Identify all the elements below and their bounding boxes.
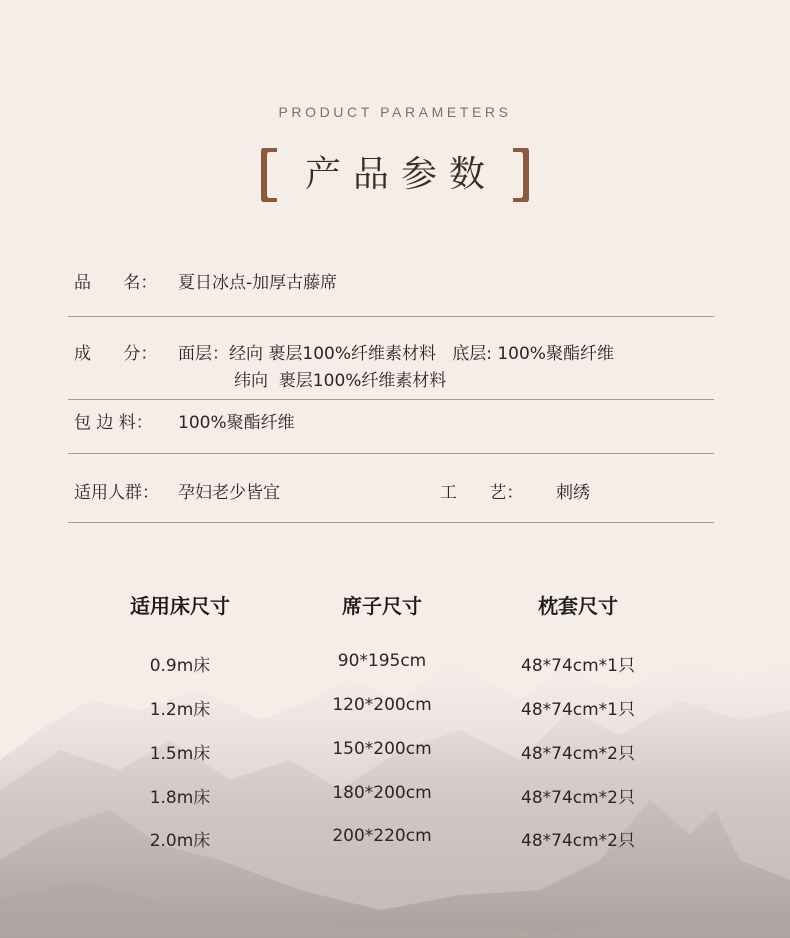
column-header: 席子尺寸 — [342, 594, 422, 618]
section-subtitle: PRODUCT PARAMETERS — [278, 104, 512, 120]
table-cell: 120*200cm — [332, 695, 432, 715]
table-cell: 48*74cm*2只 — [521, 744, 635, 764]
left-bracket-icon — [259, 146, 279, 204]
param-label: 适用人群： — [74, 483, 159, 503]
section-title — [0, 146, 790, 204]
table-cell: 48*74cm*2只 — [521, 788, 635, 808]
param-value: 纬向 裹层100%纤维素材料 — [234, 371, 447, 391]
divider — [68, 453, 714, 454]
divider — [68, 522, 714, 523]
param-label: 成 分： — [74, 344, 158, 364]
param-value: 夏日冰点-加厚古藤席 — [178, 273, 338, 293]
table-cell: 48*74cm*1只 — [521, 656, 635, 676]
table-cell: 0.9m床 — [149, 656, 211, 676]
param-label: 品 名： — [74, 273, 158, 293]
page-title: 产品参数 — [304, 154, 497, 195]
param-value-craft: 刺绣 — [556, 483, 590, 503]
table-cell: 2.0m床 — [149, 831, 211, 851]
table-cell: 1.8m床 — [149, 788, 211, 808]
divider — [68, 316, 714, 317]
table-cell: 150*200cm — [332, 739, 432, 759]
divider — [68, 399, 714, 400]
param-label-craft: 工 艺： — [440, 483, 524, 503]
column-header: 枕套尺寸 — [538, 594, 618, 618]
table-cell: 90*195cm — [337, 651, 427, 671]
table-cell: 180*200cm — [332, 783, 432, 803]
right-bracket-icon — [511, 146, 531, 204]
table-cell: 200*220cm — [332, 826, 432, 846]
table-cell: 48*74cm*2只 — [521, 831, 635, 851]
column-header: 适用床尺寸 — [130, 594, 230, 618]
param-label: 包 边 料： — [74, 413, 153, 433]
param-value: 面层：经向 裹层100%纤维素材料 底层: 100%聚酯纤维 — [178, 344, 614, 364]
table-cell: 1.5m床 — [149, 744, 211, 764]
param-value: 孕妇老少皆宜 — [178, 483, 280, 503]
table-cell: 48*74cm*1只 — [521, 700, 635, 720]
table-cell: 1.2m床 — [149, 700, 211, 720]
param-value: 100%聚酯纤维 — [178, 413, 295, 433]
